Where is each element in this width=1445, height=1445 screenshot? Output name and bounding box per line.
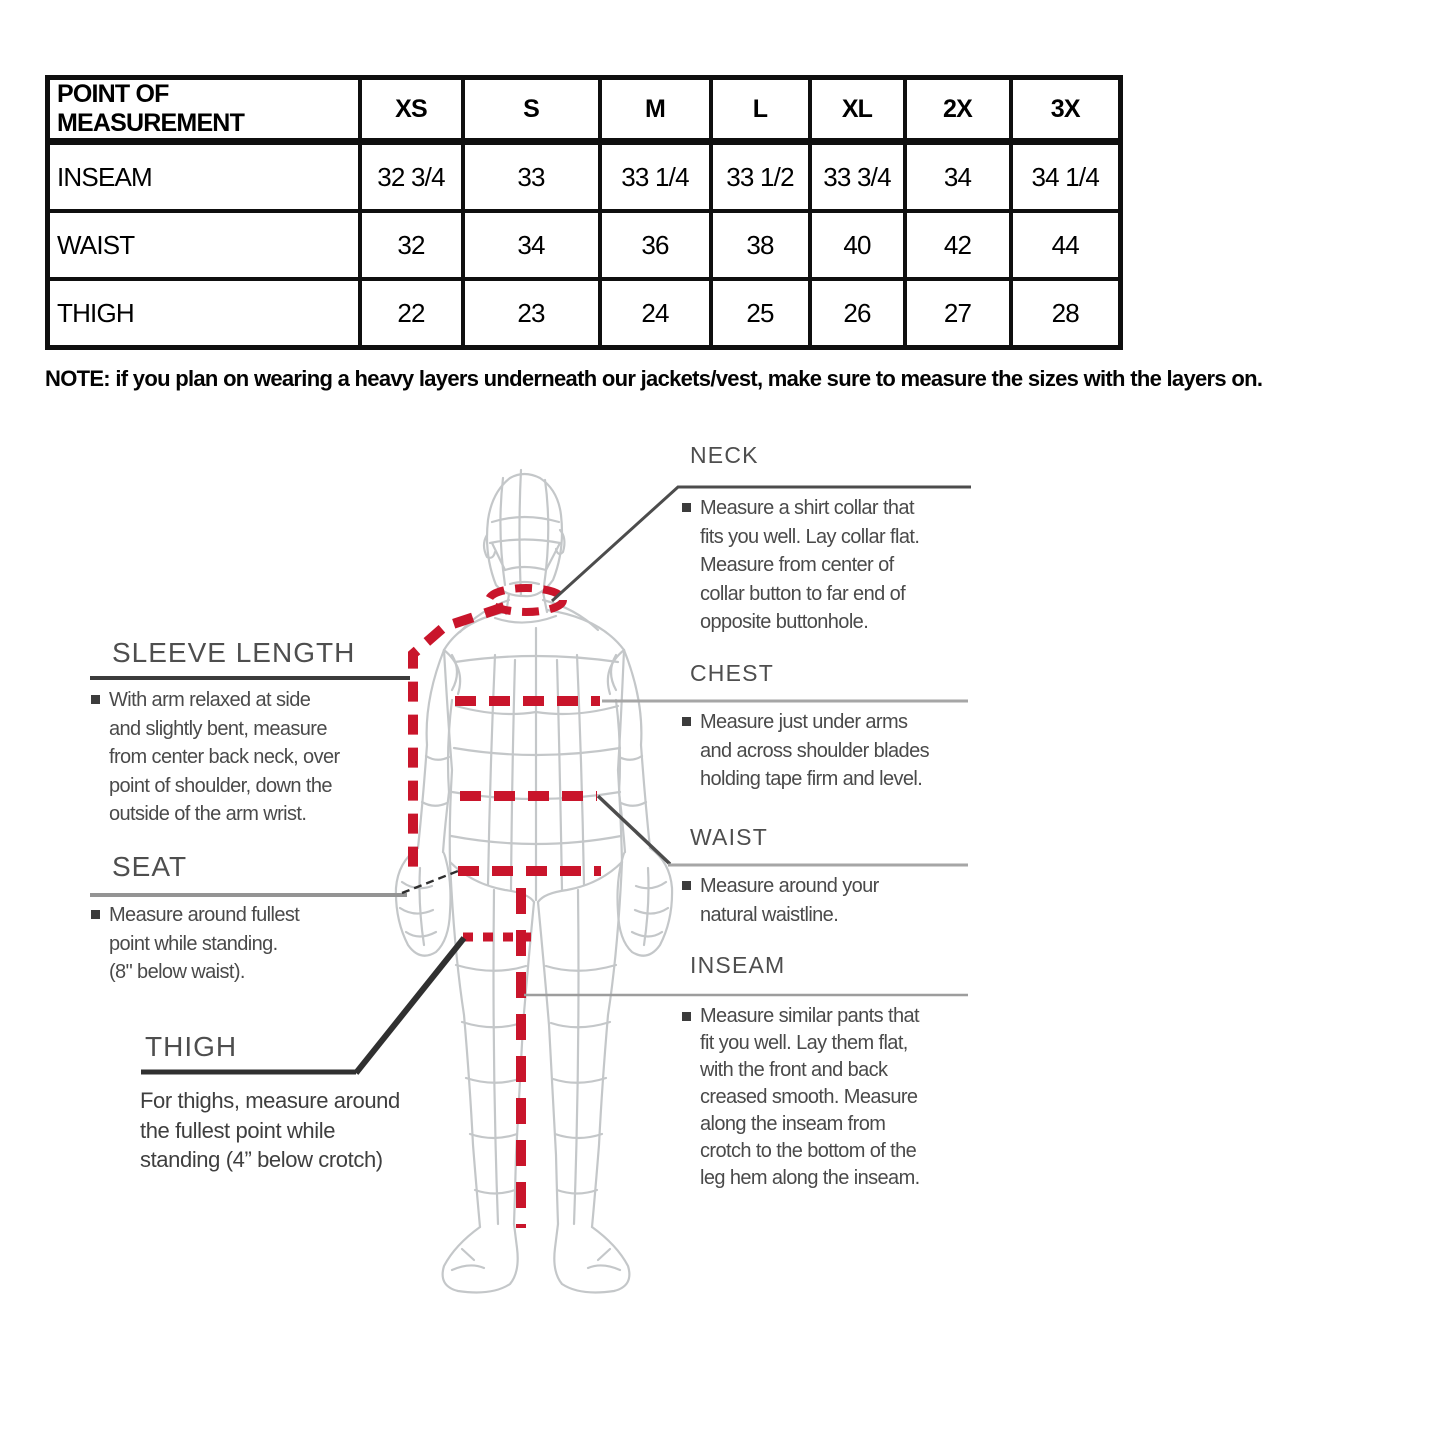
description-line: outside of the arm wrist. <box>109 803 307 825</box>
size-cell: 28 <box>1011 279 1121 348</box>
size-cell: 44 <box>1011 211 1121 279</box>
waist-callout-line <box>598 796 670 864</box>
measurement-lines <box>413 588 601 1228</box>
seat-description <box>91 901 299 987</box>
size-cell: 40 <box>810 211 905 279</box>
thigh-description <box>140 1086 400 1175</box>
description-line: leg hem along the inseam. <box>700 1167 920 1189</box>
sleeve-measure-line <box>413 607 504 872</box>
waist-description <box>682 872 879 929</box>
description-line: from center back neck, over <box>109 746 340 768</box>
description-line: With arm relaxed at side <box>109 689 311 711</box>
size-table <box>45 75 1123 350</box>
chest-label: CHEST <box>690 660 774 686</box>
chest-description <box>682 708 929 794</box>
neck-description <box>682 494 919 637</box>
waist-label: WAIST <box>690 824 768 850</box>
column-header: M <box>600 78 711 142</box>
bullet-square-icon <box>682 503 691 512</box>
sleeve-length-label: SLEEVE LENGTH <box>112 637 356 668</box>
column-header: POINT OF MEASUREMENT <box>48 78 360 142</box>
neck-measure-line <box>489 588 563 612</box>
description-line: crotch to the bottom of the <box>700 1140 917 1162</box>
seat-label: SEAT <box>112 851 188 882</box>
size-cell: 22 <box>360 279 463 348</box>
description-line: creased smooth. Measure <box>700 1086 918 1108</box>
neck-label: NECK <box>690 442 759 468</box>
column-header: XL <box>810 78 905 142</box>
description-line: Measure similar pants that <box>700 1005 919 1027</box>
description-line: point while standing. <box>109 932 278 955</box>
size-cell: 42 <box>905 211 1011 279</box>
size-cell: 23 <box>463 279 600 348</box>
table-row-thigh <box>48 279 1121 348</box>
size-cell: 33 3/4 <box>810 142 905 212</box>
description-line: with the front and back <box>700 1059 888 1081</box>
note-text: NOTE: if you plan on wearing a heavy layers underneath our jackets/vest, make sure to measure the sizes with the layers on. <box>45 366 1263 391</box>
size-cell: 27 <box>905 279 1011 348</box>
description-line: For thighs, measure around <box>140 1088 400 1113</box>
bullet-square-icon <box>682 881 691 890</box>
column-header: 3X <box>1011 78 1121 142</box>
table-row-inseam <box>48 142 1121 212</box>
description-line: collar button to far end of <box>700 582 906 605</box>
sleeve-length-description <box>91 686 340 829</box>
description-line: and across shoulder blades <box>700 739 929 762</box>
size-cell: 34 <box>463 211 600 279</box>
description-line: standing (4” below crotch) <box>140 1147 383 1172</box>
description-line: Measure from center of <box>700 554 894 576</box>
description-line: Measure a shirt collar that <box>700 497 914 519</box>
size-cell: 32 3/4 <box>360 142 463 212</box>
description-line: Measure around fullest <box>109 904 300 926</box>
size-cell: 34 <box>905 142 1011 212</box>
row-label: THIGH <box>48 279 360 348</box>
size-cell: 33 1/2 <box>711 142 810 212</box>
column-header: XS <box>360 78 463 142</box>
size-cell: 26 <box>810 279 905 348</box>
size-table-header-row <box>48 78 1121 142</box>
size-cell: 25 <box>711 279 810 348</box>
table-row-waist <box>48 211 1121 279</box>
column-header: 2X <box>905 78 1011 142</box>
thigh-callout-line <box>356 938 464 1073</box>
inseam-description <box>682 1003 920 1192</box>
bullet-square-icon <box>91 910 100 919</box>
description-line: (8" below waist). <box>109 961 245 983</box>
description-line: Measure just under arms <box>700 711 908 733</box>
description-line: fits you well. Lay collar flat. <box>700 525 920 548</box>
column-header: L <box>711 78 810 142</box>
size-cell: 38 <box>711 211 810 279</box>
description-line: opposite buttonhole. <box>700 611 869 633</box>
description-line: natural waistline. <box>700 903 839 926</box>
size-cell: 36 <box>600 211 711 279</box>
description-line: fit you well. Lay them flat, <box>700 1032 908 1054</box>
size-cell: 32 <box>360 211 463 279</box>
description-line: the fullest point while <box>140 1117 336 1143</box>
row-label: INSEAM <box>48 142 360 212</box>
size-cell: 24 <box>600 279 711 348</box>
size-cell: 33 <box>463 142 600 212</box>
description-line: holding tape firm and level. <box>700 768 923 790</box>
row-label: WAIST <box>48 211 360 279</box>
size-cell: 33 1/4 <box>600 142 711 212</box>
description-line: point of shoulder, down the <box>109 774 332 797</box>
size-cell: 34 1/4 <box>1011 142 1121 212</box>
wireframe-body <box>396 470 672 1292</box>
bullet-square-icon <box>682 717 691 726</box>
seat-callout-line <box>402 871 458 893</box>
description-line: Measure around your <box>700 875 879 897</box>
bullet-square-icon <box>682 1012 691 1021</box>
inseam-label: INSEAM <box>690 952 786 978</box>
thigh-label: THIGH <box>145 1031 238 1062</box>
description-line: along the inseam from <box>700 1113 886 1135</box>
bullet-square-icon <box>91 695 100 704</box>
column-header: S <box>463 78 600 142</box>
description-line: and slightly bent, measure <box>109 717 327 740</box>
